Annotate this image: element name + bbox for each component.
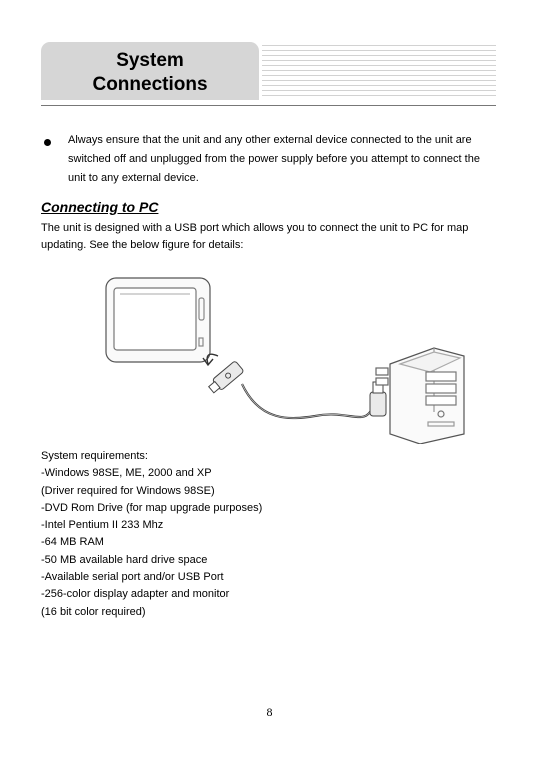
page-title-line-2: Connections [92,74,208,95]
requirement-item: (16 bit color required) [41,605,146,618]
header-stripes [262,45,496,97]
pc-tower-icon [376,348,464,444]
system-requirements [41,448,262,621]
safety-bullet-text: Always ensure that the unit and any other external device connected to the unit are switched off and unplugged from the power supply before you attempt to connect the unit to any external device. [68,134,480,184]
requirements-heading: System requirements: [41,450,148,462]
navigation-device-icon [106,278,210,362]
requirement-item: -50 MB available hard drive space [41,553,208,566]
page-title-line-1: System [116,50,184,71]
requirement-item: -Intel Pentium II 233 Mhz [41,519,164,532]
pc-connection-figure [100,272,472,444]
requirement-item: -64 MB RAM [41,536,104,549]
requirement-item: -Windows 98SE, ME, 2000 and XP [41,467,212,480]
requirement-item: -DVD Rom Drive (for map upgrade purposes) [41,501,263,514]
usb-plug-icon [370,382,386,416]
page-title [41,49,259,97]
section-heading: Connecting to PC [41,199,159,215]
section-intro: The unit is designed with a USB port which allows you to connect the unit to PC for map updating. See the below figure for details: [41,222,469,251]
requirement-item: (Driver required for Windows 98SE) [41,484,215,497]
header-rule [41,105,496,106]
requirement-item: -256-color display adapter and monitor [41,588,230,601]
usb-cable [242,384,378,418]
bullet-icon [44,139,51,146]
mini-usb-plug-icon [207,361,244,396]
page-number: 8 [266,705,273,719]
requirement-item: -Available serial port and/or USB Port [41,571,224,584]
